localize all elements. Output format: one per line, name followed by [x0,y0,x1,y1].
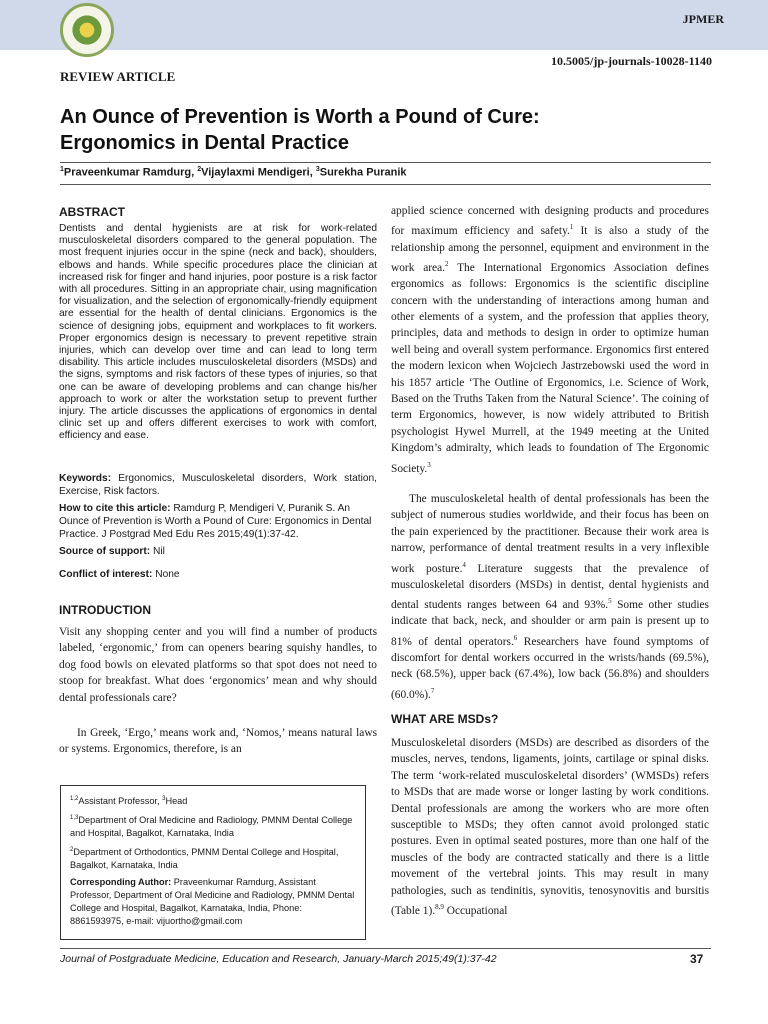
affiliation-1: $^{1,3}$Department of Oral Medicine and Radiology, PMNM Dental College and Hospital, Bagalkot, Karnataka, India [70,815,353,839]
footer-rule [60,948,711,949]
corresponding-author: Corresponding Author: Praveenkumar Ramdurg, Assistant Professor, Department of Oral Medicine and Radiology, PMNM Dental College and Hospital, Bagalkot, Karnataka, India, Phone: 8861593975, e-mail: vijuortho@gmail.com [70,877,355,927]
introduction-paragraph-2: In Greek, ‘Ergo,’ means work and, ‘Nomos,’ means natural laws or systems. Ergonomics, therefore, is an [59,727,377,756]
title-rule [60,162,711,163]
abstract-heading: ABSTRACT [59,205,125,219]
journal-abbreviation: JPMER [682,12,724,26]
conflict-of-interest: Conflict of interest: None [59,569,180,580]
msd-heading: WHAT ARE MSDs? [391,712,499,726]
affiliations-box [60,785,366,940]
author-list: $^1$Praveenkumar Ramdurg, $^2$Vijaylaxmi Mendigeri, $^3$Surekha Puranik [60,166,407,179]
article-type: REVIEW ARTICLE [60,69,176,84]
journal-seal-logo [60,3,114,57]
source-of-support: Source of support: Nil [59,546,165,557]
authors-rule [60,184,711,185]
introduction-paragraph-1: Visit any shopping center and you will find a number of products labeled, ‘ergonomic,’ from can openers bearing squishy handles, to dog food bowls on elevated platforms so that spot does not need to stoop for breakfast. What does ‘ergonomics’ mean and why should dental professionals care? [59,626,377,704]
abstract-text: Dentists and dental hygienists are at risk for work-related musculoskeletal disorders compared to the general population. The most frequent injuries occur in the spine (neck and back), shoulders, elbows and hands. While specific procedures place the clinician at increased risk for finger and hand injuries, poor posture is a risk factor with all procedures. Sitting in an appropriate chair, using magnification for visualization, and the selection of ergonomically-friendly equipment are essential for the health of dental clinicians. Ergonomics is the science of designing jobs, equipment and workplaces to fit workers. Proper ergonomics design is necessary to prevent repetitive strain injuries, which can develop over time and can lead to long term disability. This article includes musculoskeletal disorders (MSDs) and the signs, symptoms and risk factors of these types of injuries, so that one can be aware of developing problems and can change his/her approach to work or alter the workstation setup to prevent further injury. The article discusses the applications of ergonomics in dental clinic set up and offers different exercises to work with comfort, efficiency and ease. [59,223,377,442]
right-paragraph-2: The musculoskeletal health of dental professionals has been the subject of numerous studies worldwide, and their focus has been on the pain experienced by the practitioner. Because their work area is narrow, performance of dental treatment results in a very inflexible work posture.$^4$ Literature suggests that the prevalence of musculoskeletal disorders (MSDs) in dentist, dental hygienists and dental students ranges between 64 and 93%.$^5$ Some other studies indicate that back, neck, and shoulder or arm pain is present up to 81% of dental operators.$^6$ Researchers have found symptoms of discomfort for dental workers occurred in the wrists/hands (69.5%), neck (68.5%), upper back (67.4%), low back (56.8%) and shoulders (60.0%).$^7$ [391,493,709,701]
footer-citation: Journal of Postgraduate Medicine, Education and Research, January-March 2015;49(1):37-42 [60,953,497,965]
article-title: An Ounce of Prevention is Worth a Pound of Cure: Ergonomics in Dental Practice [60,106,540,154]
keywords: Keywords: Ergonomics, Musculoskeletal disorders, Work station, Exercise, Risk factors. [59,473,377,497]
cite-info: How to cite this article: Ramdurg P, Mendigeri V, Puranik S. An Ounce of Prevention is Worth a Pound of Cure: Ergonomics in Dental Practice. J Postgrad Med Edu Res 2015;49(1):37-42. [59,503,372,540]
affiliation-2: $^2$Department of Orthodontics, PMNM Dental College and Hospital, Bagalkot, Karnataka, India [70,847,339,871]
author-roles: $^{1,2}$Assistant Professor, $^3$Head [70,796,188,807]
doi[interactable]: 10.5005/jp-journals-10028-1140 [550,54,712,68]
header-band [0,0,768,50]
page-number: 37 [690,952,704,966]
right-paragraph-3: Musculoskeletal disorders (MSDs) are described as disorders of the muscles, nerves, tendons, ligaments, joints, cartilage or spinal disks. The term ‘work-related musculoskeletal disorders’ (WMSDs) refers to MSDs that are made worse or longer lasting by work conditions. Dental professionals are among the workers who are more often susceptible to MSDs; they often cannot avoid prolonged static postures. Even in optimal seated postures, more than one half of the muscles of the body are contracted statically and there is a little movement of the vertebral joints. This may result in many pathologies, such as tendinitis, synovitis, tenosynovitis and bursitis (Table 1).$^{8,9}$ Occupational [391,737,709,917]
introduction-heading: INTRODUCTION [59,603,151,617]
right-paragraph-1: applied science concerned with designing products and procedures for maximum efficiency and safety.$^1$ It is also a study of the relationship among the personnel, equipment and environment in the work area.$^2$ The International Ergonomics Association defines ergonomics as follows: Ergonomics is the scientific discipline concern with the understanding of interactions among human and other elements of a system, and the profession that applies theory, principles, data and methods to design in order to optimize human well being and overall system performance. Ergonomics first entered the modern lexicon when Wojciech Jastrzebowski used the word in his 1857 article ‘The Outline of Ergonomics, i.e. Science of Work, Based on the Truths Taken from the Natural Science’. The coining of term Ergonomics, however, is now widely attributed to British psychologist Hywel Murrell, at the 1949 meeting at the United Kingdom’s admiralty, which leads to foundation of The Ergonomic Society.$^3$ [391,205,709,475]
